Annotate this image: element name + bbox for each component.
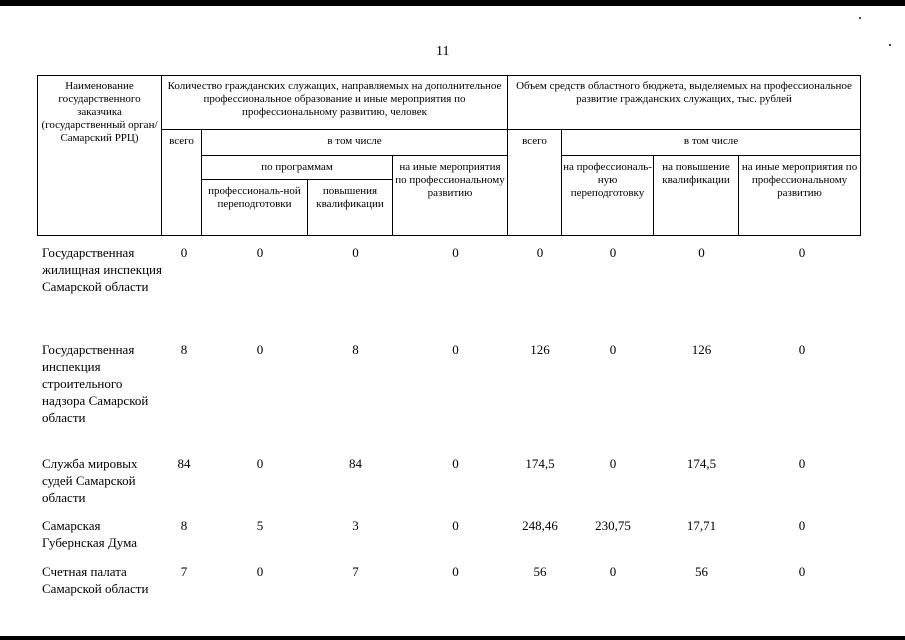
cell-budget-total: 56 — [533, 564, 547, 579]
cell-employees-qualification: 3 — [352, 518, 359, 533]
cell-budget-retraining: 0 — [609, 456, 617, 471]
cell-budget-qualification: 56 — [695, 564, 708, 579]
cell-employees-qualification: 7 — [352, 564, 359, 579]
cell-employees-qualification: 8 — [352, 342, 359, 357]
table-header — [37, 75, 861, 236]
cell-employees-total: 8 — [180, 342, 188, 357]
scan-speck — [889, 44, 891, 46]
header-employees-including: в том числе — [202, 130, 508, 156]
scan-speck — [859, 17, 861, 19]
header-customer: Наименование государственного заказчика (государственный орган/Самарский РРЦ) — [38, 76, 162, 236]
header-budget-other-events: на иные мероприятия по профессиональному развитию — [739, 156, 861, 236]
header-by-programs: по программам — [202, 156, 393, 180]
cell-budget-other: 0 — [798, 245, 806, 260]
cell-budget-total: 248,46 — [522, 518, 558, 533]
header-employees-group: Количество гражданских служащих, направляемых на дополнительное профессиональное образование и иные мероприятия по профессиональному развитию, человек — [162, 76, 508, 130]
cell-employees-retraining: 0 — [256, 245, 264, 260]
cell-budget-retraining: 0 — [609, 564, 617, 579]
cell-employees-total: 84 — [177, 456, 191, 471]
cell-budget-other: 0 — [798, 518, 806, 533]
cell-employees-retraining: 0 — [256, 564, 264, 579]
cell-budget-qualification: 17,71 — [686, 518, 717, 533]
row-name: Счетная палата Самарской области — [42, 564, 149, 596]
cell-budget-total: 126 — [530, 342, 550, 357]
page-number: 11 — [436, 44, 450, 59]
header-budget-group: Объем средств областного бюджета, выделяемых на профессиональное развитие гражданских служащих, тыс. рублей — [508, 76, 861, 130]
cell-employees-other: 0 — [452, 518, 459, 533]
cell-budget-total: 0 — [536, 245, 544, 260]
cell-budget-total: 174,5 — [525, 456, 555, 471]
cell-employees-other: 0 — [452, 245, 459, 260]
header-retraining: профессиональ-ной переподготовки — [202, 180, 308, 236]
cell-employees-qualification: 84 — [349, 456, 362, 471]
cell-employees-total: 8 — [180, 518, 188, 533]
cell-employees-other: 0 — [452, 456, 459, 471]
cell-budget-qualification: 126 — [691, 342, 712, 357]
cell-budget-other: 0 — [798, 342, 806, 357]
cell-employees-retraining: 5 — [256, 518, 264, 533]
row-name: Самарская Губернская Дума — [42, 518, 138, 550]
top-border — [0, 0, 905, 6]
cell-employees-retraining: 0 — [256, 342, 264, 357]
cell-budget-other: 0 — [798, 564, 806, 579]
cell-employees-total: 7 — [180, 564, 188, 579]
cell-employees-retraining: 0 — [256, 456, 264, 471]
header-other-events: на иные мероприятия по профессиональному развитию — [393, 156, 508, 236]
cell-employees-qualification: 0 — [352, 245, 359, 260]
cell-budget-retraining: 230,75 — [595, 518, 631, 533]
cell-budget-qualification: 174,5 — [686, 456, 717, 471]
header-qualification: повышения квалификации — [308, 180, 393, 236]
cell-budget-retraining: 0 — [609, 245, 617, 260]
cell-employees-other: 0 — [452, 342, 459, 357]
header-budget-total: всего — [508, 130, 562, 236]
row-name: Государственная жилищная инспекция Самарской области — [42, 245, 162, 294]
cell-employees-total: 0 — [180, 245, 188, 260]
header-budget-including: в том числе — [562, 130, 861, 156]
cell-budget-retraining: 0 — [609, 342, 617, 357]
row-name: Служба мировых судей Самарской области — [42, 456, 138, 505]
row-name: Государственная инспекция строительного надзора Самарской области — [42, 342, 149, 425]
header-budget-qualification: на повышение квалификации — [654, 156, 739, 236]
cell-employees-other: 0 — [452, 564, 459, 579]
cell-budget-other: 0 — [798, 456, 806, 471]
header-budget-retraining: на профессиональ-ную переподготовку — [562, 156, 654, 236]
cell-budget-qualification: 0 — [698, 245, 705, 260]
header-employees-total: всего — [162, 130, 202, 236]
bottom-border — [0, 636, 905, 640]
